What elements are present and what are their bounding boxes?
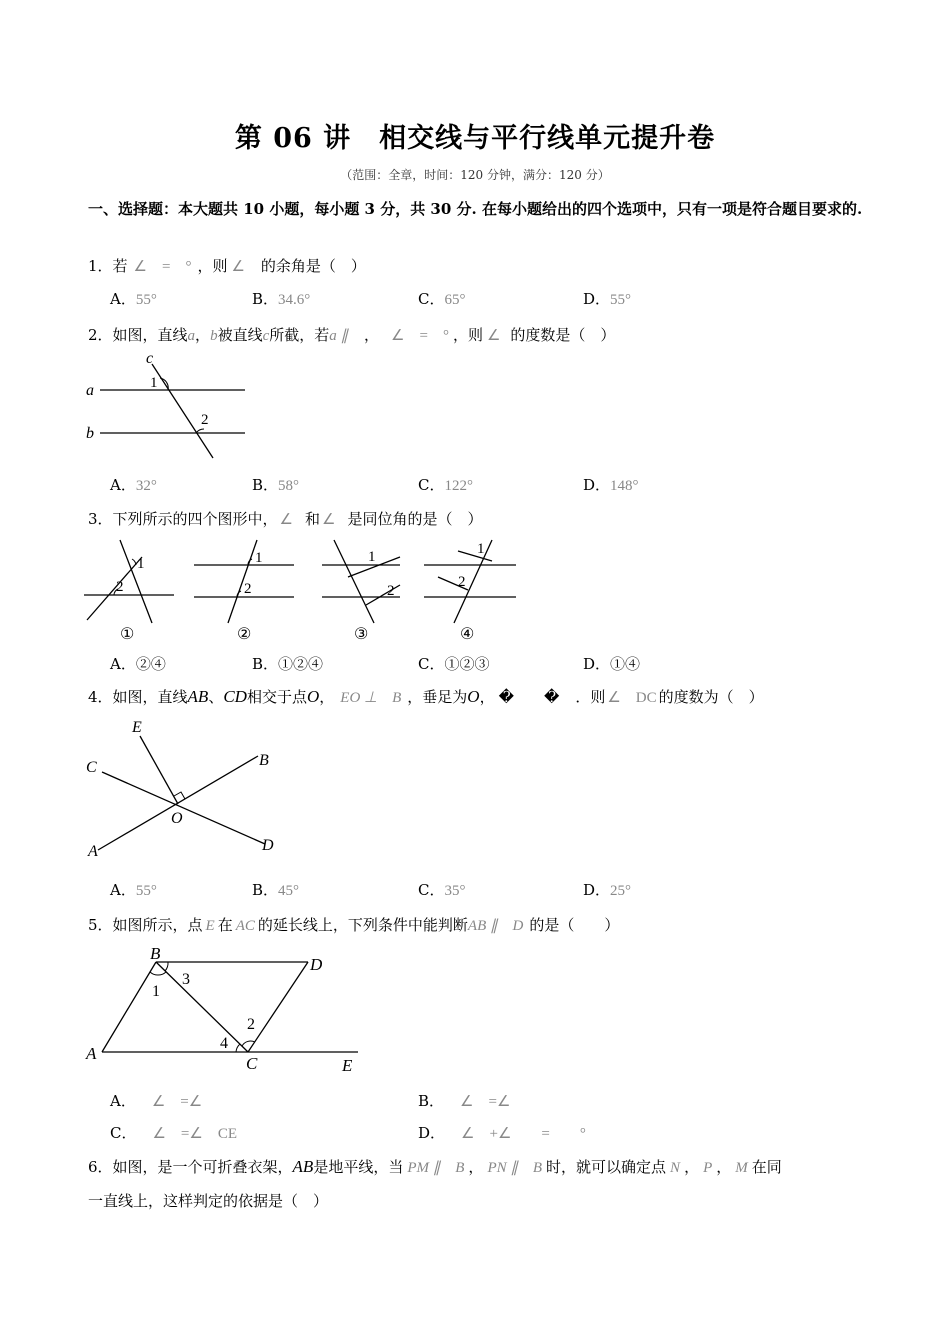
question-4-stem: 4．如图，直线AB、CD相交于点O， EO ⊥ B ，垂足为O， � � ．则 ∠ DC 的度数为（ ） <box>88 687 764 706</box>
q3-fig1-angle-1: 1 <box>137 556 145 572</box>
q4-option-a: A．55° <box>110 881 157 899</box>
q5-angle-1: 1 <box>152 983 160 1000</box>
q3-figure-4 <box>424 540 516 623</box>
q3-fig3-angle-2: 2 <box>387 583 395 599</box>
section-heading: 一、选择题：本大题共 10 小题，每小题 3 分，共 30 分. 在每小题给出的四个选项中，只有一项是符合题目要求的. <box>88 200 863 218</box>
question-5-stem: 5．如图所示，点 E 在 AC 的延长线上，下列条件中能判断AB ∥ D 的是（ ） <box>88 916 620 934</box>
q2-option-b: B．58° <box>252 476 300 494</box>
q1-option-b: B．34.6° <box>252 290 311 308</box>
q3-fig4-angle-2: 2 <box>458 574 466 590</box>
q4-label-b: B <box>259 752 269 769</box>
q3-fig2-angle-2: 2 <box>244 581 252 597</box>
q2-option-c: C．122° <box>418 476 473 494</box>
question-2-stem: 2．如图，直线a，b被直线c所截，若a ∥ ， ∠ = ° ，则 ∠ 的度数是（ ） <box>88 326 616 344</box>
q3-option-b: B．①②④ <box>252 655 324 673</box>
q5-angle-3: 3 <box>182 971 190 988</box>
q2-option-a: A．32° <box>110 476 157 494</box>
q4-label-e: E <box>132 719 142 736</box>
q5-label-a: A <box>86 1044 97 1063</box>
q2-label-a: a <box>86 382 94 399</box>
q3-fig1-angle-2: 2 <box>116 579 124 595</box>
q5-option-d: D． ∠ +∠ = ° <box>418 1124 586 1142</box>
q2-label-b: b <box>86 425 94 442</box>
q5-figure <box>80 942 365 1076</box>
q2-angle-2: 2 <box>201 412 209 428</box>
q3-fig2-angle-1: 1 <box>255 550 263 566</box>
q5-option-b: B． ∠ =∠ <box>418 1092 511 1110</box>
q2-figure <box>80 350 255 462</box>
q5-angle-4: 4 <box>220 1035 228 1052</box>
q3-fig3-angle-1: 1 <box>368 549 376 565</box>
q3-figure-1 <box>84 540 174 623</box>
q5-label-b: B <box>150 944 161 963</box>
question-6-stem-line-1: 6．如图，是一个可折叠衣架，AB是地平线，当 PM ∥ B ， PN ∥ B 时，就可以确定点 N ， P ， M 在同 <box>88 1157 782 1176</box>
q4-figure <box>80 712 290 862</box>
page-title: 第 06 讲 相交线与平行线单元提升卷 <box>234 123 716 154</box>
q3-figure-number-3: ③ <box>354 626 369 643</box>
q5-angle-2: 2 <box>247 1016 255 1033</box>
q1-option-a: A．55° <box>110 290 157 308</box>
q5-option-a: A． ∠ =∠ <box>110 1092 203 1110</box>
q3-fig4-angle-1: 1 <box>477 541 485 557</box>
q4-label-d: D <box>262 837 274 854</box>
q3-figure-number-4: ④ <box>460 626 475 643</box>
q3-figure-number-2: ② <box>237 626 252 643</box>
q4-option-c: C．35° <box>418 881 466 899</box>
q3-option-d: D．①④ <box>583 655 641 673</box>
question-1-stem: 1．若 ∠ = ° ，则 ∠ 的余角是（ ） <box>88 257 366 275</box>
q4-label-c: C <box>86 759 97 776</box>
q5-label-c: C <box>246 1054 258 1073</box>
q5-option-c: C． ∠ =∠ CE <box>110 1124 238 1142</box>
q4-option-d: D．25° <box>583 881 632 899</box>
q3-figures <box>82 535 522 645</box>
q1-option-c: C．65° <box>418 290 466 308</box>
q2-option-d: D．148° <box>583 476 639 494</box>
q3-option-c: C．①②③ <box>418 655 490 673</box>
question-6-stem-line-2: 一直线上，这样判定的依据是（ ） <box>88 1192 329 1210</box>
q3-option-a: A．②④ <box>110 655 166 673</box>
q3-figure-number-1: ① <box>120 626 135 643</box>
q4-option-b: B．45° <box>252 881 300 899</box>
q2-label-c: c <box>146 350 154 367</box>
q1-option-d: D．55° <box>583 290 632 308</box>
q5-label-e: E <box>342 1056 353 1075</box>
question-3-stem: 3．下列所示的四个图形中， ∠ 和 ∠ 是同位角的是（ ） <box>88 510 483 528</box>
q2-angle-1: 1 <box>150 375 158 391</box>
q3-figure-3 <box>322 540 400 623</box>
page-subtitle: （范围：全章，时间：120 分钟，满分：120 分） <box>340 168 610 182</box>
q3-figure-2 <box>194 540 294 623</box>
q4-label-o: O <box>171 810 183 827</box>
q4-label-a: A <box>88 843 98 860</box>
q5-label-d: D <box>310 955 323 974</box>
